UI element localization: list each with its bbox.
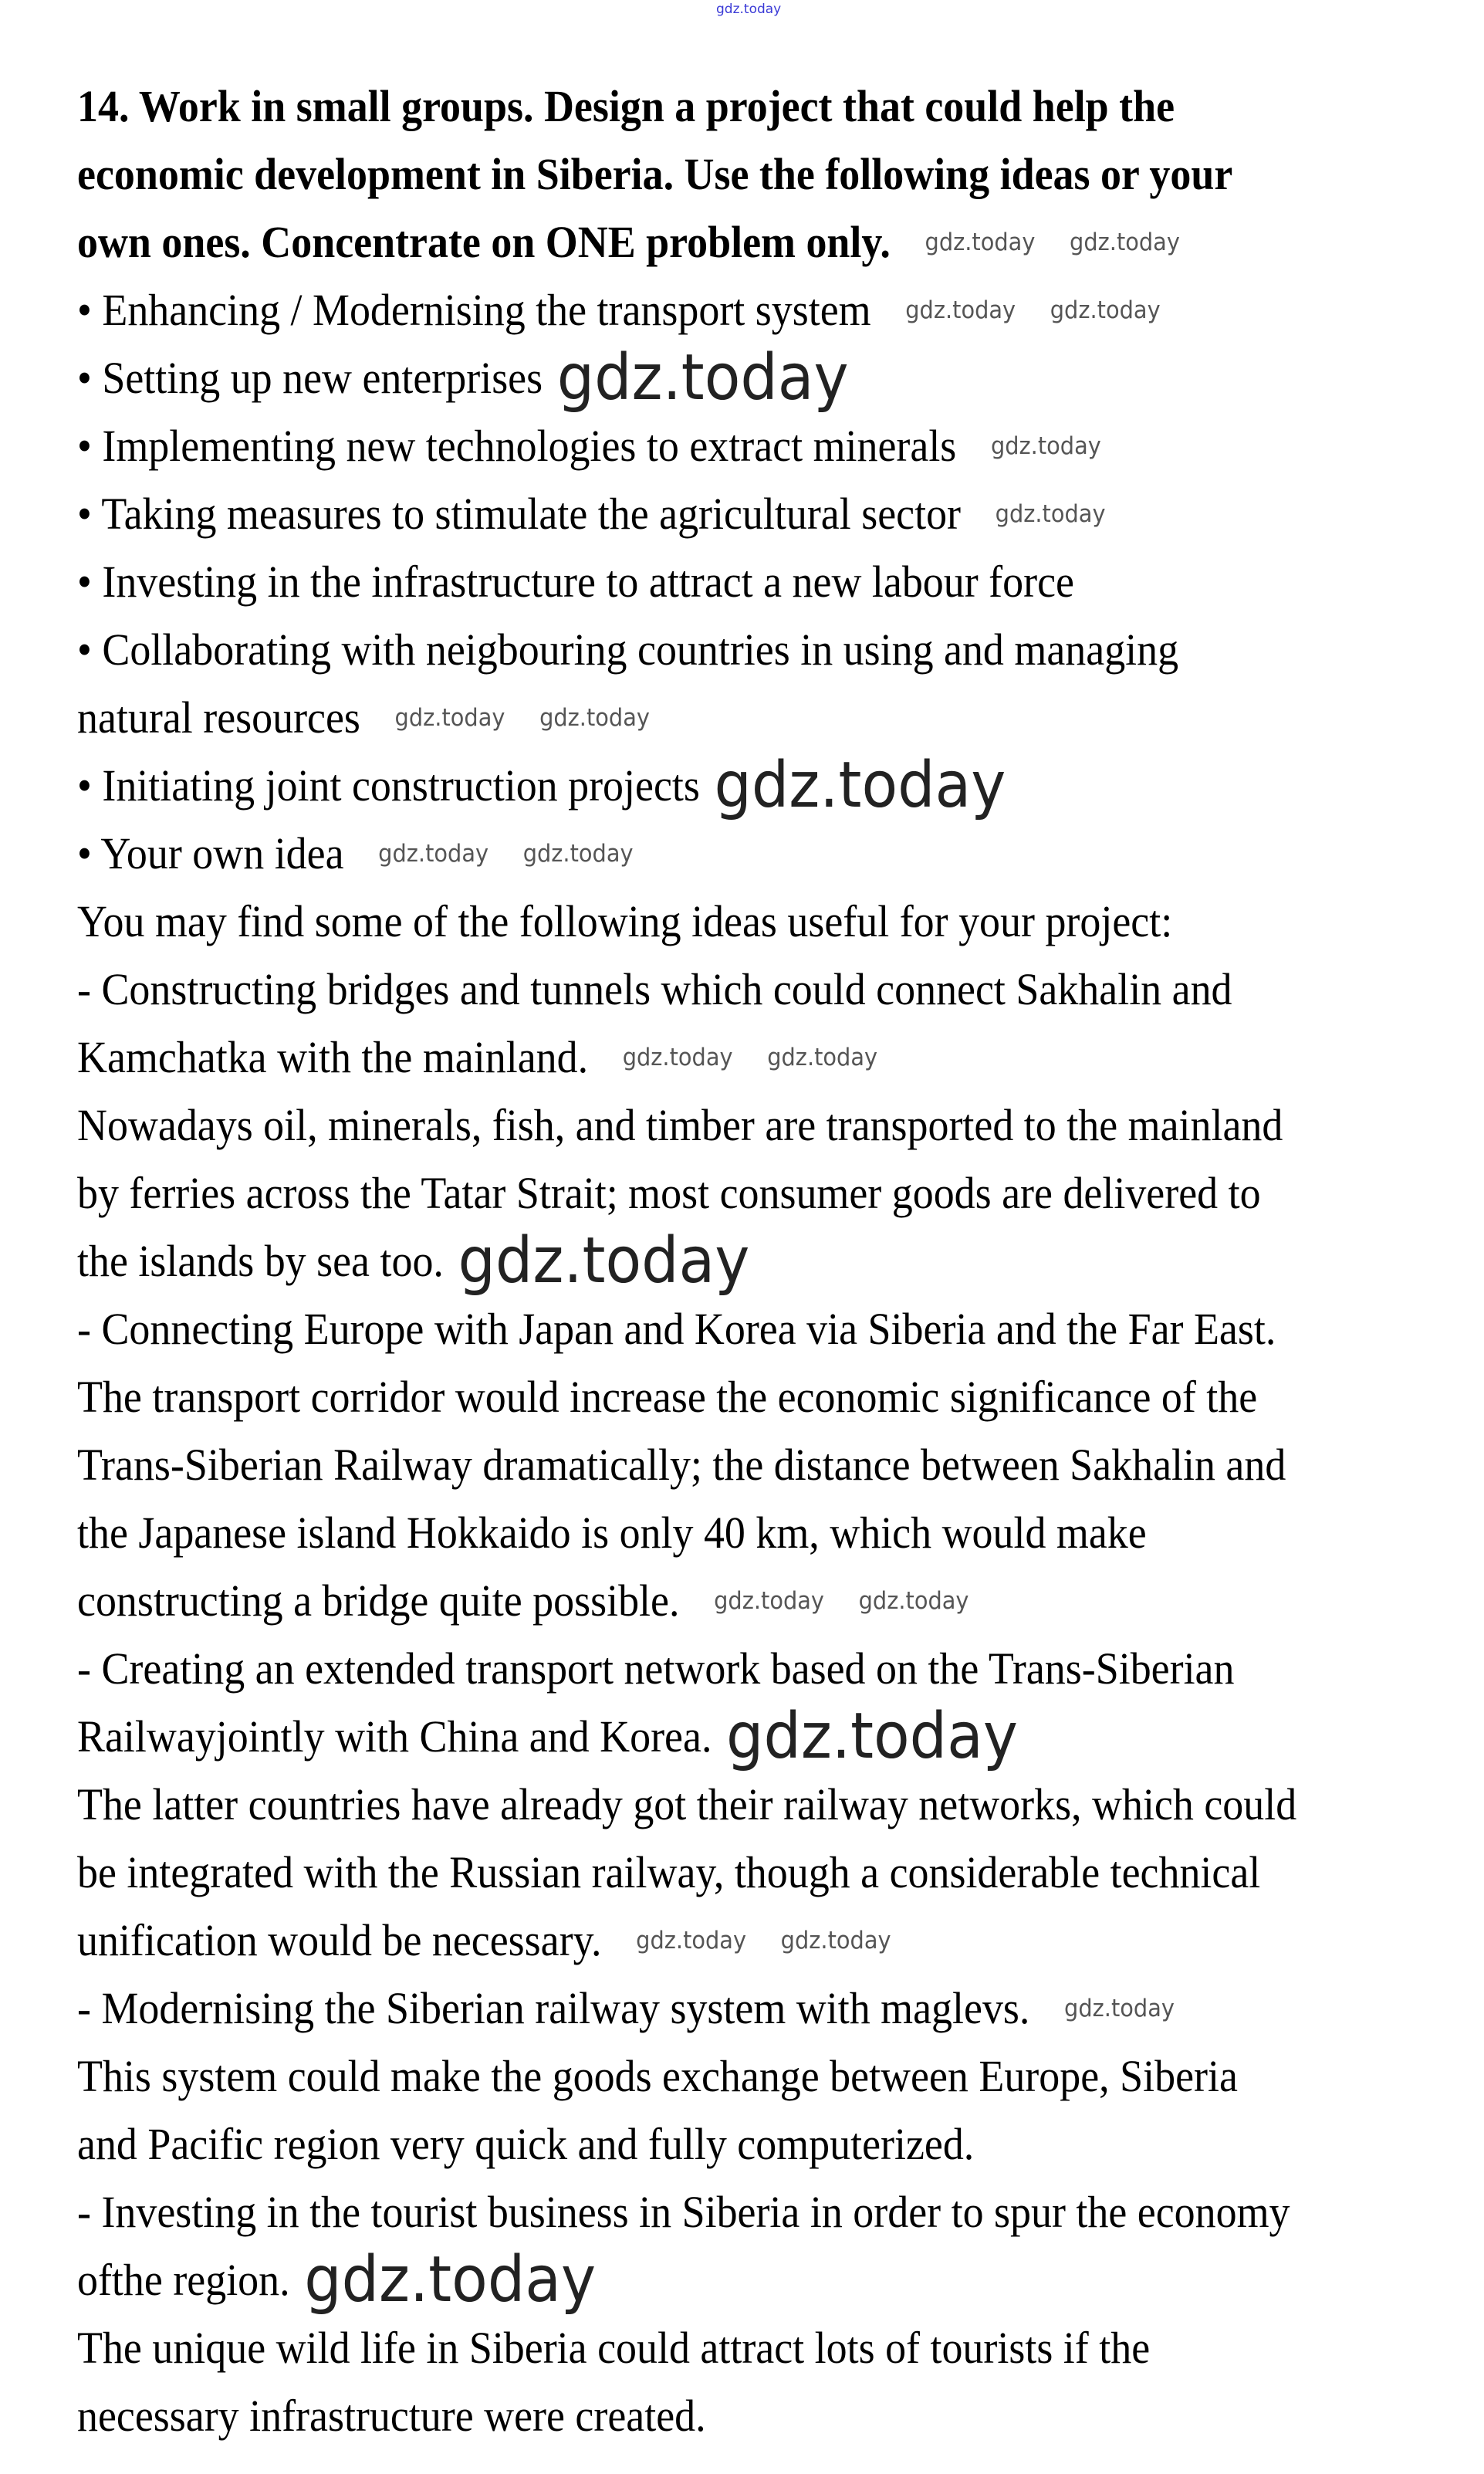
- line-text: and Pacific region very quick and fully computerized.: [77, 2119, 975, 2169]
- watermark: gdz.today: [394, 704, 505, 732]
- line-text: necessary infrastructure were created.: [77, 2391, 706, 2441]
- text-line: [77, 2042, 1296, 2110]
- line-text: - Investing in the tourist business in Siberia in order to spur the economy: [77, 2187, 1290, 2237]
- text-line: [77, 1567, 1296, 1635]
- line-text: • Implementing new technologies to extract minerals: [77, 421, 957, 471]
- text-line: [77, 1295, 1296, 1363]
- watermark: gdz.today: [1050, 296, 1161, 324]
- line-text: Trans-Siberian Railway dramatically; the distance between Sakhalin and: [77, 1440, 1286, 1490]
- watermark: gdz.today: [622, 1044, 733, 1071]
- text-line: [77, 1363, 1296, 1431]
- text-line: [77, 2178, 1296, 2246]
- text-line: [77, 1907, 1296, 1975]
- line-text: own ones. Concentrate on ONE problem only.: [77, 217, 891, 267]
- watermark: gdz.today: [556, 341, 849, 415]
- line-text: be integrated with the Russian railway, though a considerable technical: [77, 1847, 1261, 1897]
- text-line: [77, 1499, 1296, 1567]
- text-line: [77, 888, 1296, 956]
- watermark: gdz.today: [378, 840, 489, 868]
- line-text: • Enhancing / Modernising the transport system: [77, 285, 871, 335]
- text-line: [77, 1159, 1296, 1227]
- line-text: • Setting up new enterprises: [77, 353, 543, 403]
- line-text: This system could make the goods exchange between Europe, Siberia: [77, 2051, 1238, 2101]
- line-text: 14. Work in small groups. Design a project that could help the: [77, 81, 1175, 131]
- line-text: ofthe region.: [77, 2255, 290, 2305]
- watermark: gdz.today: [995, 500, 1106, 528]
- line-text: The unique wild life in Siberia could attract lots of tourists if the: [77, 2323, 1151, 2373]
- text-line: [77, 276, 1296, 344]
- line-text: Kamchatka with the mainland.: [77, 1032, 589, 1082]
- line-text: You may find some of the following ideas useful for your project:: [77, 896, 1173, 946]
- text-line: [77, 1091, 1296, 1159]
- line-text: economic development in Siberia. Use the following ideas or your: [77, 149, 1233, 199]
- line-text: • Investing in the infrastructure to attract a new labour force: [77, 557, 1074, 607]
- line-text: - Creating an extended transport network based on the Trans-Siberian: [77, 1643, 1235, 1694]
- text-line: [77, 1635, 1296, 1703]
- line-text: • Collaborating with neigbouring countries in using and managing: [77, 624, 1179, 675]
- text-line: [77, 2110, 1296, 2178]
- text-line: [77, 684, 1296, 752]
- text-line: [77, 1839, 1296, 1907]
- text-line: [77, 2382, 1296, 2450]
- watermark: gdz.today: [716, 2, 782, 17]
- text-line: [77, 1024, 1296, 1091]
- line-text: by ferries across the Tatar Strait; most consumer goods are delivered to: [77, 1168, 1261, 1218]
- text-line: [77, 1224, 1296, 1298]
- watermark: gdz.today: [1070, 228, 1180, 256]
- watermark: gdz.today: [539, 704, 650, 732]
- watermark: gdz.today: [304, 2243, 597, 2317]
- line-text: - Constructing bridges and tunnels which could connect Sakhalin and: [77, 964, 1232, 1014]
- watermark: gdz.today: [458, 1224, 750, 1298]
- watermark: gdz.today: [1064, 1995, 1175, 2022]
- watermark: gdz.today: [925, 228, 1036, 256]
- task-heading-line: [77, 73, 1296, 140]
- line-text: Nowadays oil, minerals, fish, and timber are transported to the mainland: [77, 1100, 1283, 1150]
- text-line: [77, 956, 1296, 1024]
- watermark: gdz.today: [726, 1700, 1018, 1773]
- text-line: [77, 2314, 1296, 2382]
- watermark: gdz.today: [714, 1587, 824, 1615]
- watermark: gdz.today: [858, 1587, 969, 1615]
- text-line: [77, 820, 1296, 888]
- line-text: - Connecting Europe with Japan and Korea via Siberia and the Far East.: [77, 1304, 1276, 1354]
- line-text: The transport corridor would increase the economic significance of the: [77, 1372, 1258, 1422]
- line-text: • Initiating joint construction projects: [77, 760, 700, 811]
- watermark: gdz.today: [767, 1044, 878, 1071]
- line-text: Railwayjointly with China and Korea.: [77, 1711, 712, 1762]
- line-text: the Japanese island Hokkaido is only 40 km, which would make: [77, 1508, 1147, 1558]
- watermark: gdz.today: [636, 1927, 747, 1954]
- watermark: gdz.today: [905, 296, 1016, 324]
- watermark: gdz.today: [780, 1927, 891, 1954]
- watermark: gdz.today: [522, 840, 634, 868]
- line-text: The latter countries have already got their railway networks, which could: [77, 1779, 1297, 1829]
- task-heading-line: [77, 140, 1296, 208]
- line-text: constructing a bridge quite possible.: [77, 1575, 680, 1626]
- text-line: [77, 2243, 1296, 2317]
- line-text: • Taking measures to stimulate the agricultural sector: [77, 489, 962, 539]
- line-text: the islands by sea too.: [77, 1236, 444, 1286]
- line-text: unification would be necessary.: [77, 1915, 602, 1965]
- watermark: gdz.today: [714, 749, 1006, 822]
- text-line: [77, 1771, 1296, 1839]
- text-line: [77, 749, 1296, 822]
- text-line: [77, 1975, 1296, 2042]
- text-line: [77, 341, 1296, 415]
- text-line: [77, 1431, 1296, 1499]
- line-text: natural resources: [77, 692, 360, 743]
- text-line: [77, 480, 1296, 548]
- watermark: gdz.today: [990, 432, 1101, 460]
- exercise-text: [77, 73, 1388, 2450]
- line-text: • Your own idea: [77, 828, 344, 878]
- text-line: [77, 1700, 1296, 1773]
- text-line: [77, 548, 1296, 616]
- text-line: [77, 412, 1296, 480]
- line-text: - Modernising the Siberian railway system with maglevs.: [77, 1983, 1030, 2033]
- text-line: [77, 616, 1296, 684]
- task-heading-line: [77, 208, 1296, 276]
